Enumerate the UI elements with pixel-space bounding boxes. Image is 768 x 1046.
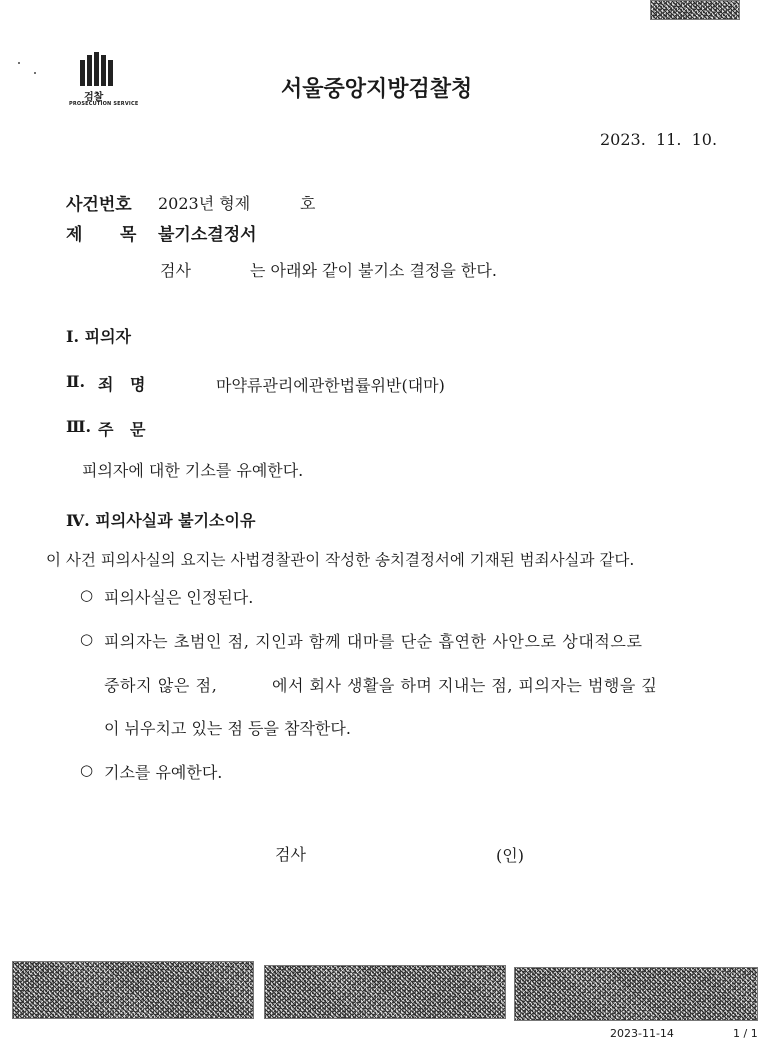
- document-date: 2023. 11. 10.: [600, 130, 718, 149]
- section-2-label-1: 죄: [98, 375, 114, 394]
- title-label-1: 제: [66, 225, 83, 245]
- section-1-heading: Ⅰ. 피의자: [66, 327, 131, 346]
- bullet-2: ○: [80, 630, 94, 648]
- redaction-block-bottom-1: [12, 961, 254, 1019]
- scan-speck: [34, 72, 36, 74]
- reason-item-2-line-2a: 중하지 않은 점,: [104, 676, 218, 695]
- redaction-block-bottom-3: [514, 967, 758, 1021]
- reason-item-3: 기소를 유예한다.: [104, 763, 223, 782]
- bullet-3: ○: [80, 761, 94, 779]
- case-number-label: 사건번호: [66, 195, 132, 215]
- title-label-2: 목: [120, 225, 137, 245]
- logo-bars-icon: [80, 52, 116, 86]
- reason-item-1: 피의사실은 인정된다.: [104, 588, 254, 607]
- office-title: 서울중앙지방검찰청: [281, 77, 473, 102]
- logo-name: 검찰: [84, 92, 104, 103]
- scan-speck: [18, 62, 20, 64]
- signature-prosecutor: 검사: [275, 845, 306, 864]
- section-2-numeral: Ⅱ.: [66, 372, 86, 391]
- redaction-block-bottom-2: [264, 965, 506, 1019]
- disposition-text: 피의자에 대한 기소를 유예한다.: [82, 461, 304, 480]
- reason-item-2-line-1: 피의자는 초범인 점, 지인과 함께 대마를 단순 흡연한 사안으로 상대적으로: [104, 632, 643, 651]
- section-4-heading: Ⅳ. 피의사실과 불기소이유: [66, 511, 256, 530]
- section-3-numeral: Ⅲ.: [66, 417, 92, 436]
- intro-prosecutor: 검사: [160, 261, 191, 280]
- section-4-intro: 이 사건 피의사실의 요지는 사법경찰관이 작성한 송치결정서에 기재된 범죄사실과 같다.: [46, 551, 635, 569]
- redaction-block-top: [650, 0, 740, 20]
- logo-subtitle: PROSECUTION SERVICE: [69, 101, 139, 107]
- charge-name: 마약류관리에관한법률위반(대마): [216, 376, 445, 395]
- case-number-suffix: 호: [300, 194, 316, 213]
- reason-item-2-line-2b: 에서 회사 생활을 하며 지내는 점, 피의자는 범행을 깊: [272, 676, 658, 695]
- footer-date: 2023-11-14: [610, 1027, 674, 1040]
- section-3-label-2: 문: [130, 420, 146, 439]
- signature-seal: (인): [496, 846, 524, 865]
- section-2-label-2: 명: [130, 375, 146, 394]
- reason-item-2-line-3: 이 뉘우치고 있는 점 등을 참작한다.: [104, 719, 351, 738]
- case-number-value: 2023년 형제: [158, 194, 251, 213]
- section-3-label-1: 주: [98, 420, 114, 439]
- footer-page: 1 / 1: [733, 1027, 758, 1040]
- document-title: 불기소결정서: [158, 225, 257, 245]
- intro-text: 는 아래와 같이 불기소 결정을 한다.: [250, 261, 497, 280]
- bullet-1: ○: [80, 586, 94, 604]
